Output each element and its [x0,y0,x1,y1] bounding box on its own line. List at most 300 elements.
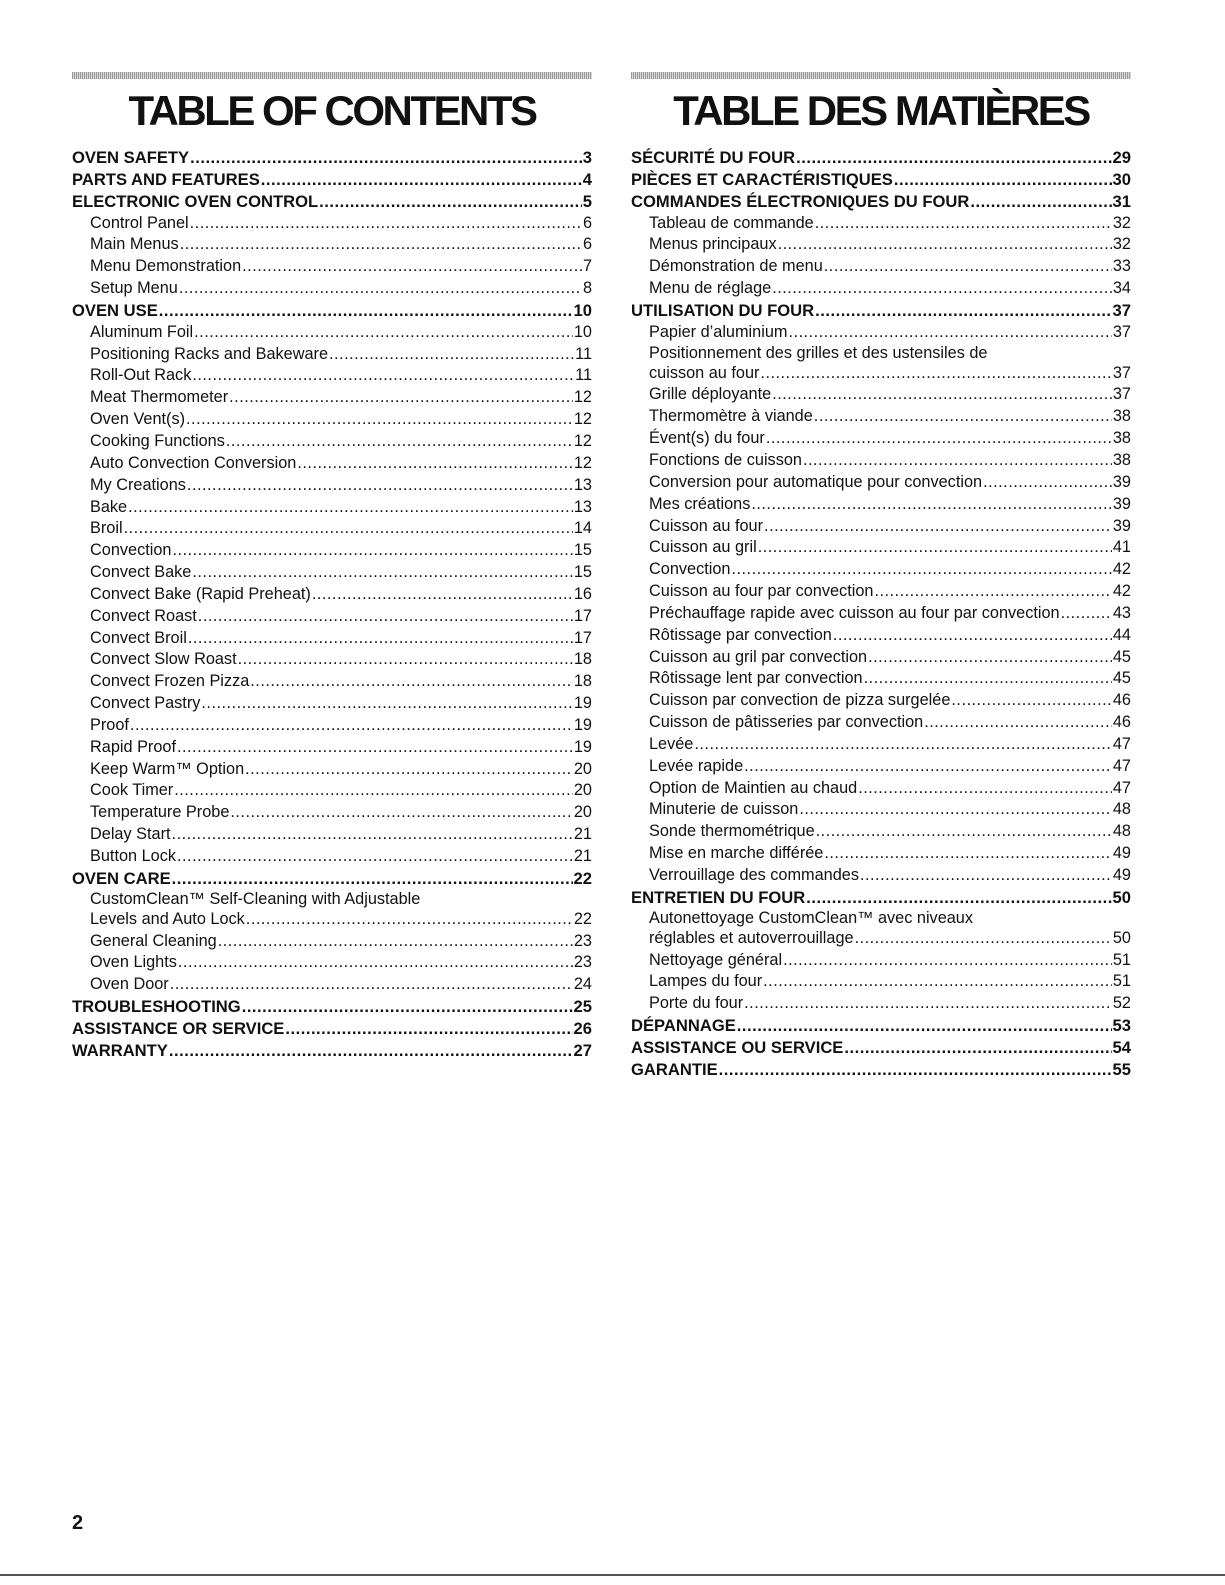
dot-leader [170,974,573,996]
toc-subsection-entry[interactable] [631,778,1131,800]
toc-subsection-entry[interactable] [72,974,592,996]
toc-entry-label: Évent(s) du four [649,429,765,448]
toc-subsection-entry[interactable] [631,213,1131,235]
toc-entry-page-number: 18 [573,672,592,691]
toc-entry-label: TROUBLESHOOTING [72,997,241,1017]
toc-subsection-entry[interactable] [631,234,1131,256]
toc-subsection-entry[interactable] [631,843,1131,865]
dot-leader [737,1015,1112,1037]
toc-subsection-entry[interactable] [631,428,1131,450]
toc-entry-page-number: 38 [1112,407,1131,426]
toc-subsection-entry[interactable] [631,603,1131,625]
toc-entry-label: ELECTRONIC OVEN CONTROL [72,191,319,211]
toc-entry-label: Convect Bake (Rapid Preheat) [90,584,311,603]
toc-entry-label: Auto Convection Conversion [90,453,297,472]
toc-entry-page-number: 50 [1112,887,1131,907]
toc-subsection-entry[interactable] [72,387,592,409]
toc-entry-page-number: 13 [573,497,592,516]
toc-entry-page-number: 29 [1112,148,1131,167]
toc-section-entry[interactable] [72,868,592,890]
dot-leader [983,472,1112,494]
toc-entry-label-line1: Positionnement des grilles et des ustensiles de [649,343,988,362]
toc-entries-english [72,147,592,1062]
toc-section-entry[interactable] [631,191,1131,213]
toc-entry-page-number: 11 [575,366,592,385]
toc-subsection-entry[interactable] [72,213,592,235]
toc-subsection-entry[interactable] [72,518,592,540]
toc-entry-label: Papier d’aluminium [649,322,788,341]
toc-entry-page-number: 45 [1112,669,1131,688]
toc-entry-label: DÉPANNAGE [631,1016,736,1036]
toc-entry-label: Oven Door [90,975,169,994]
toc-entry-label: Control Panel [90,213,189,232]
toc-subsection-entry[interactable] [72,628,592,650]
toc-entry-label: Verrouillage des commandes [649,866,859,884]
dot-leader [694,734,1112,756]
toc-subsection-entry[interactable] [72,606,592,628]
toc-entry-page-number: 54 [1112,1037,1131,1057]
toc-entry-page-number: 25 [573,997,592,1017]
toc-subsection-entry[interactable] [631,256,1131,278]
dot-leader [806,887,1111,909]
toc-subsection-entry[interactable] [72,322,592,344]
dot-leader [186,409,573,431]
toc-subsection-entry[interactable] [72,584,592,606]
toc-entry-label: UTILISATION DU FOUR [631,300,815,320]
dot-leader [864,668,1112,690]
toc-subsection-entry[interactable] [631,865,1131,887]
toc-entry-label: Minuterie de cuisson [649,800,799,819]
toc-entry-label: Cuisson par convection de pizza surgelée [649,691,951,710]
toc-entry-page-number: 7 [582,257,592,276]
dot-leader [766,428,1112,450]
toc-entry-page-number: 37 [1112,385,1131,404]
toc-entry-label: Cooking Functions [90,431,225,450]
toc-entry-label: Levée rapide [649,756,744,775]
toc-entry-label: Mise en marche différée [649,844,824,863]
dot-leader [329,344,574,366]
toc-subsection-entry[interactable] [631,384,1131,406]
toc-title-english: TABLE OF CONTENTS [128,87,536,134]
toc-entry-label: Cuisson au four par convection [649,582,874,601]
dot-leader [230,802,573,824]
toc-entry-label: ASSISTANCE OU SERVICE [631,1037,844,1057]
toc-subsection-entry[interactable] [72,453,592,475]
dot-leader [319,191,582,213]
toc-entry-label-line1: CustomClean™ Self-Cleaning with Adjustable [90,889,421,908]
toc-entry-label: GARANTIE [631,1059,718,1079]
toc-entry-page-number: 53 [1112,1016,1131,1036]
toc-entry-page-number: 10 [573,322,592,341]
dot-leader [198,606,573,628]
toc-subsection-entry[interactable] [631,821,1131,843]
toc-entry-label: Convection [90,541,172,560]
toc-subsection-entry[interactable] [631,472,1131,494]
dot-leader [796,147,1111,169]
toc-entry-label: Setup Menu [90,279,178,298]
dot-leader [815,213,1112,235]
toc-entry-label: Proof [90,715,129,734]
dot-leader [751,494,1112,516]
dot-leader [177,737,573,759]
toc-entry-page-number: 32 [1112,213,1131,232]
toc-entry-page-number: 12 [573,431,592,450]
toc-entry-page-number: 51 [1112,950,1131,969]
toc-entry-label: Conversion pour automatique pour convection [649,472,983,491]
toc-subsection-entry[interactable] [631,625,1131,647]
toc-subsection-entry[interactable] [72,409,592,431]
toc-subsection-entry[interactable] [72,234,592,256]
toc-entry-page-number: 12 [573,453,592,472]
dot-leader [178,952,573,974]
toc-entry-page-number: 3 [582,148,592,167]
toc-entry-page-number: 30 [1112,169,1131,189]
toc-entry-label: Convect Pastry [90,694,201,713]
toc-entry-label: Temperature Probe [90,803,230,822]
toc-entry-label: Option de Maintien au chaud [649,778,858,797]
toc-entry-page-number: 15 [573,541,592,560]
toc-entry-label: Rôtissage par convection [649,625,832,644]
dot-leader [824,843,1112,865]
toc-entry-page-number: 23 [573,953,592,972]
dot-leader [924,712,1112,734]
toc-entry-page-number: 18 [573,650,592,669]
toc-entry-page-number: 50 [1112,928,1131,947]
toc-entry-page-number: 19 [573,715,592,734]
toc-entry-page-number: 47 [1112,734,1131,753]
toc-subsection-entry[interactable] [631,712,1131,734]
toc-entry-page-number: 38 [1112,429,1131,448]
dot-leader [772,278,1112,300]
toc-section-entry[interactable] [72,191,592,213]
toc-subsection-entry[interactable] [631,971,1131,993]
toc-entry-page-number: 10 [573,300,592,320]
toc-entry-page-number: 37 [1112,322,1131,341]
toc-section-entry[interactable] [72,300,592,322]
dot-leader [951,690,1111,712]
toc-entry-page-number: 47 [1112,778,1131,797]
toc-subsection-entry[interactable] [631,756,1131,778]
toc-subsection-entry[interactable] [631,537,1131,559]
dot-leader [177,846,573,868]
toc-subsection-entry[interactable] [631,799,1131,821]
toc-entry-label: Lampes du four [649,972,763,991]
dot-leader [226,431,573,453]
dot-leader [833,625,1112,647]
toc-entry-page-number: 8 [582,279,592,298]
toc-section-entry[interactable] [631,1059,1131,1081]
toc-subsection-entry[interactable] [72,693,592,715]
dot-leader [799,799,1112,821]
toc-entry-label: PARTS AND FEATURES [72,169,260,189]
toc-entry-page-number: 49 [1112,866,1131,884]
dot-leader [246,909,573,931]
toc-subsection-entry[interactable] [631,406,1131,428]
dot-leader [180,234,582,256]
toc-entry-page-number: 32 [1112,235,1131,254]
dot-leader [783,950,1112,972]
dot-leader [719,1059,1112,1081]
french-toc-column [631,72,1131,1081]
toc-entry-page-number: 46 [1112,691,1131,710]
toc-entry-label: ENTRETIEN DU FOUR [631,887,806,907]
toc-entry-page-number: 12 [573,410,592,429]
dot-leader [312,584,573,606]
toc-entry-page-number: 23 [573,931,592,950]
toc-entry-page-number: 46 [1112,713,1131,732]
toc-entry-page-number: 20 [573,759,592,778]
toc-subsection-entry[interactable] [631,647,1131,669]
toc-entry-label: Delay Start [90,825,171,844]
toc-entry-label: Convection [649,560,731,579]
toc-section-entry[interactable] [631,147,1131,169]
toc-section-entry[interactable] [631,1015,1131,1037]
toc-subsection-entry[interactable] [72,759,592,781]
toc-entry-page-number: 44 [1112,625,1131,644]
toc-subsection-entry[interactable] [72,737,592,759]
toc-entry-label-line1: Autonettoyage CustomClean™ avec niveaux [649,908,974,927]
toc-entry-label: Mes créations [649,494,751,513]
toc-entry-label: Thermomètre à viande [649,407,813,426]
toc-entry-label: Sonde thermométrique [649,822,815,841]
toc-entry-page-number: 39 [1112,516,1131,535]
toc-entry-label: OVEN USE [72,300,158,320]
toc-entry-page-number: 48 [1112,800,1131,819]
toc-entry-label: Cook Timer [90,781,174,800]
dot-leader [218,931,573,953]
dot-leader [772,384,1112,406]
toc-subsection-entry[interactable] [72,780,592,802]
toc-entry-page-number: 19 [573,737,592,756]
toc-entry-label: General Cleaning [90,931,217,950]
toc-entry-label: Bake [90,497,128,516]
toc-entry-label: PIÈCES ET CARACTÉRISTIQUES [631,169,893,189]
page-number: 2 [72,1512,84,1534]
toc-subsection-entry[interactable] [72,278,592,300]
dot-leader [242,996,573,1018]
toc-entry-label: Positioning Racks and Bakeware [90,344,329,363]
toc-entry-label: Convect Broil [90,628,187,647]
toc-section-entry[interactable] [631,300,1131,322]
toc-entry-page-number: 6 [582,213,592,232]
bottom-rule [0,1574,1225,1576]
dot-leader [172,868,573,890]
dot-leader [894,169,1112,191]
dot-leader [250,671,573,693]
dot-leader [816,821,1112,843]
toc-entry-page-number: 20 [573,803,592,822]
dot-leader [128,497,573,519]
toc-entry-page-number: 24 [573,975,592,994]
toc-entry-label: Meat Thermometer [90,388,229,407]
toc-subsection-entry[interactable] [72,824,592,846]
toc-subsection-entry[interactable] [631,668,1131,690]
toc-entry-label: My Creations [90,475,186,494]
toc-subsection-entry[interactable] [631,450,1131,472]
dot-leader [187,475,573,497]
toc-entry-label: Convect Roast [90,606,197,625]
dot-leader [764,516,1112,538]
toc-subsection-entry[interactable] [631,690,1131,712]
toc-entry-page-number: 26 [573,1018,592,1038]
toc-entry-label: Oven Lights [90,953,177,972]
toc-subsection-entry[interactable] [72,475,592,497]
toc-entry-page-number: 27 [573,1040,592,1060]
dot-leader [763,971,1112,993]
toc-entry-label: Broil [90,519,123,538]
toc-entry-page-number: 33 [1112,257,1131,276]
header-rule [631,72,1131,79]
toc-section-entry[interactable] [72,1040,592,1062]
toc-entry-page-number: 42 [1112,582,1131,601]
toc-entry-page-number: 41 [1112,538,1131,557]
toc-entry-label: Fonctions de cuisson [649,450,802,469]
toc-subsection-entry[interactable] [72,931,592,953]
toc-section-entry[interactable] [72,169,592,191]
dot-leader [1061,603,1112,625]
toc-subsection-entry[interactable] [631,993,1131,1015]
toc-subsection-entry[interactable] [631,950,1131,972]
toc-subsection-entry[interactable] [72,671,592,693]
dot-leader [130,715,573,737]
toc-section-entry[interactable] [72,147,592,169]
toc-subsection-entry[interactable] [631,581,1131,603]
toc-entry-label: Démonstration de menu [649,257,823,276]
toc-entry-page-number: 45 [1112,647,1131,666]
dot-leader [172,540,572,562]
toc-entry-label: Levels and Auto Lock [90,909,245,928]
dot-leader [201,693,572,715]
dot-leader [179,278,582,300]
toc-entry-page-number: 12 [573,388,592,407]
toc-subsection-entry[interactable] [631,734,1131,756]
dot-leader [124,518,573,540]
toc-subsection-entry[interactable] [72,540,592,562]
toc-entry-label: Aluminum Foil [90,322,194,341]
toc-entry-label: Grille déployante [649,385,772,404]
toc-section-entry[interactable] [631,1037,1131,1059]
toc-entry-label: Cuisson au four [649,516,764,535]
toc-entry-label: OVEN SAFETY [72,148,190,167]
dot-leader [174,780,573,802]
dot-leader [860,865,1112,887]
toc-entry-page-number: 48 [1112,822,1131,841]
toc-entry-page-number: 17 [573,606,592,625]
toc-subsection-entry[interactable] [72,715,592,737]
dot-leader [194,322,573,344]
toc-entry-page-number: 43 [1112,603,1131,622]
toc-entry-label: réglables et autoverrouillage [649,928,854,947]
dot-leader [159,300,573,322]
toc-subsection-entry[interactable] [631,559,1131,581]
toc-entry-label: OVEN CARE [72,868,171,888]
header-rule [72,72,592,79]
toc-entry-label: Tableau de commande [649,213,814,232]
toc-entry-label: Button Lock [90,847,176,865]
toc-entries-french [631,147,1131,1081]
toc-subsection-entry[interactable] [631,322,1131,344]
dot-leader [855,928,1112,950]
dot-leader [297,453,573,475]
toc-subsection-entry[interactable] [72,562,592,584]
toc-entry-label: Convect Slow Roast [90,650,237,669]
toc-entry-page-number: 21 [573,847,592,865]
toc-subsection-entry[interactable] [631,516,1131,538]
toc-entry-label: Rôtissage lent par convection [649,669,863,688]
toc-subsection-entry[interactable] [631,278,1131,300]
toc-entry-label: ASSISTANCE OR SERVICE [72,1018,285,1038]
toc-entry-page-number: 16 [573,584,592,603]
dot-leader [814,406,1112,428]
toc-section-entry[interactable] [631,169,1131,191]
dot-leader [844,1037,1111,1059]
toc-subsection-entry[interactable] [72,344,592,366]
dot-leader [824,256,1112,278]
toc-entry-page-number: 39 [1112,472,1131,491]
toc-subsection-entry[interactable] [72,909,592,931]
toc-entry-page-number: 49 [1112,844,1131,863]
toc-entry-page-number: 22 [573,909,592,928]
dot-leader [815,300,1111,322]
toc-entry-page-number: 52 [1112,994,1131,1013]
toc-subsection-entry[interactable] [72,497,592,519]
toc-entry-label: Roll-Out Rack [90,366,192,385]
toc-entry-label: Cuisson de pâtisseries par convection [649,713,924,732]
toc-subsection-entry[interactable] [72,431,592,453]
toc-entry-page-number: 5 [582,191,592,211]
toc-entry-page-number: 15 [573,563,592,582]
dot-leader [245,759,573,781]
toc-subsection-entry[interactable] [631,363,1131,385]
toc-subsection-entry[interactable] [631,928,1131,950]
toc-subsection-entry[interactable] [631,494,1131,516]
dot-leader [190,213,582,235]
toc-subsection-entry[interactable] [72,802,592,824]
dot-leader [285,1018,572,1040]
toc-subsection-entry[interactable] [72,846,592,868]
toc-subsection-entry[interactable] [72,365,592,387]
toc-entry-page-number: 37 [1112,300,1131,320]
dot-leader [868,647,1112,669]
dot-leader [172,824,573,846]
toc-subsection-entry[interactable] [72,952,592,974]
toc-entry-page-number: 34 [1112,279,1131,298]
dot-leader [778,234,1112,256]
toc-entry-page-number: 4 [582,169,592,189]
toc-section-entry[interactable] [72,1018,592,1040]
dot-leader [788,322,1111,344]
toc-subsection-entry[interactable] [72,256,592,278]
dot-leader [242,256,582,278]
toc-entry-label: Menus principaux [649,235,777,254]
toc-entry-page-number: 14 [573,519,592,538]
toc-entry-label: Menu de réglage [649,279,772,298]
english-toc-column [72,72,592,1062]
toc-subsection-entry[interactable] [72,649,592,671]
toc-entry-label: COMMANDES ÉLECTRONIQUES DU FOUR [631,191,970,211]
dot-leader [760,363,1111,385]
toc-entry-label: Porte du four [649,994,744,1013]
toc-section-entry[interactable] [72,996,592,1018]
dot-leader [169,1040,573,1062]
dot-leader [190,147,582,169]
toc-entry-label: SÉCURITÉ DU FOUR [631,148,796,167]
toc-entry-page-number: 42 [1112,560,1131,579]
dot-leader [744,993,1112,1015]
dot-leader [261,169,582,191]
toc-section-entry[interactable] [631,887,1131,909]
toc-title-french: TABLE DES MATIÈRES [673,87,1089,134]
